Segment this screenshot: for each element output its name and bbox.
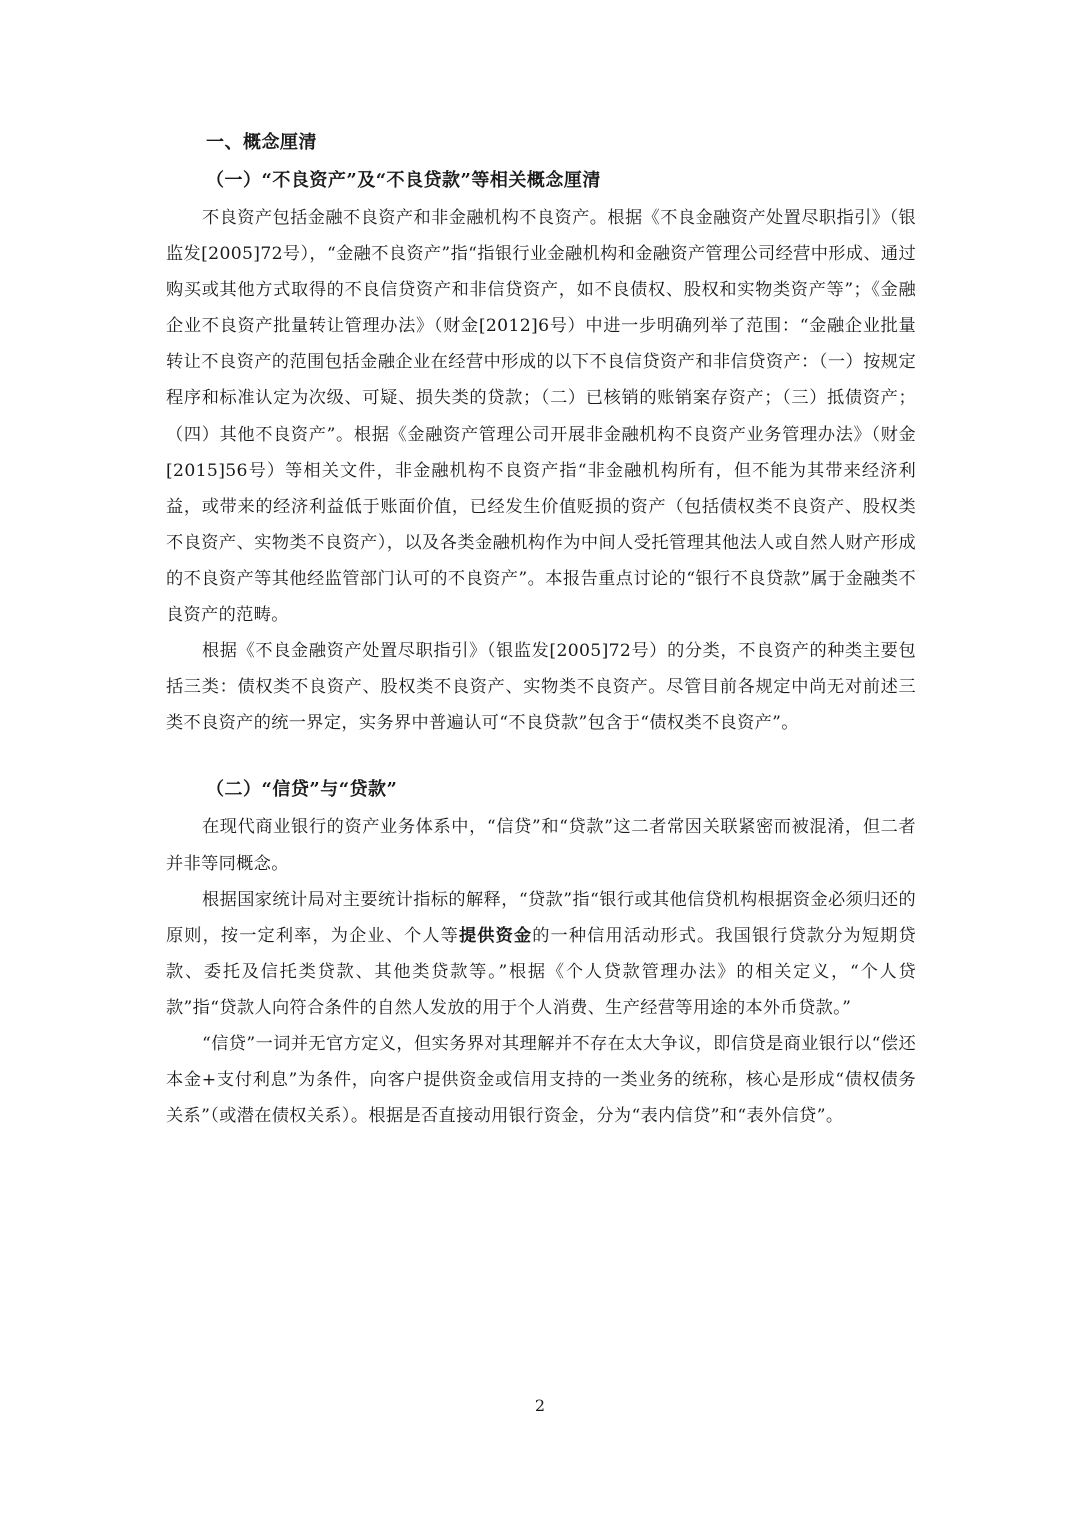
paragraph-4-text-b: 的一种信用活动形式。我国银行贷款分为短期贷款、委托及信托类贷款、其他类贷款等。”根据《个人贷款管理办法》的相关定义，“个人贷款”指“贷款人向符合条件的自然人发放的用于个人消费、生产经营等用途的本外币贷款。” xyxy=(166,925,916,1018)
paragraph-4-text-a: 根据国家统计局对主要统计指标的解释，“贷款”指“银行或其他信贷机构根据资金必须归还的原则，按一定利率，为企业、个人等 xyxy=(166,889,916,946)
page-number: 2 xyxy=(534,1396,546,1415)
section-spacer xyxy=(166,741,916,771)
paragraph-5: “信贷”一词并无官方定义，但实务界对其理解并不存在太大争议，即信贷是商业银行以“偿还本金+支付利息”为条件，向客户提供资金或信用支持的一类业务的统称，核心是形成“债权债务关系”（或潜在债权关系）。根据是否直接动用银行资金，分为“表内信贷”和“表外信贷”。 xyxy=(166,1033,916,1127)
paragraph-1: 不良资产包括金融不良资产和非金融机构不良资产。根据《不良金融资产处置尽职指引》（银监发[2005]72号），“金融不良资产”指“指银行业金融机构和金融资产管理公司经营中形成、通过购买或其他方式取得的不良信贷资产和非信贷资产，如不良债权、股权和实物类资产等”；《金融企业不良资产批量转让管理办法》（财金[2012]6号）中进一步明确列举了范围：“金融企业批量转让不良资产的范围包括金融企业在经营中形成的以下不良信贷资产和非信贷资产：（一）按规定程序和标准认定为次级、可疑、损失类的贷款；（二）已核销的账销案存资产；（三）抵债资产；（四）其他不良资产”。根据《金融资产管理公司开展非金融机构不良资产业务管理办法》（财金[2015]56号）等相关文件，非金融机构不良资产指“非金融机构所有，但不能为其带来经济利益，或带来的经济利益低于账面价值，已经发生价值贬损的资产（包括债权类不良资产、股权类不良资产、实物类不良资产），以及各类金融机构作为中间人受托管理其他法人或自然人财产形成的不良资产等其他经监管部门认可的不良资产”。本报告重点讨论的“银行不良贷款”属于金融类不良资产的范畴。 xyxy=(166,208,916,626)
paragraph-4-bold-text: 提供资金 xyxy=(458,925,533,946)
paragraph-2: 根据《不良金融资产处置尽职指引》（银监发[2005]72号）的分类，不良资产的种类主要包括三类：债权类不良资产、股权类不良资产、实物类不良资产。尽管目前各规定中尚无对前述三类不良资产的统一界定，实务界中普遍认可“不良贷款”包含于“债权类不良资产”。 xyxy=(166,641,916,734)
section-heading: 一、概念厘清 xyxy=(206,132,317,153)
paragraph-3: 在现代商业银行的资产业务体系中，“信贷”和“贷款”这二者常因关联紧密而被混淆，但二者并非等同概念。 xyxy=(166,817,916,874)
page-body xyxy=(166,124,916,1134)
paragraph-4 xyxy=(166,882,916,1026)
subsection-heading-1: （一）“不良资产”及“不良贷款”等相关概念厘清 xyxy=(206,170,601,191)
subsection-heading-2: （二）“信贷”与“贷款” xyxy=(206,779,398,801)
